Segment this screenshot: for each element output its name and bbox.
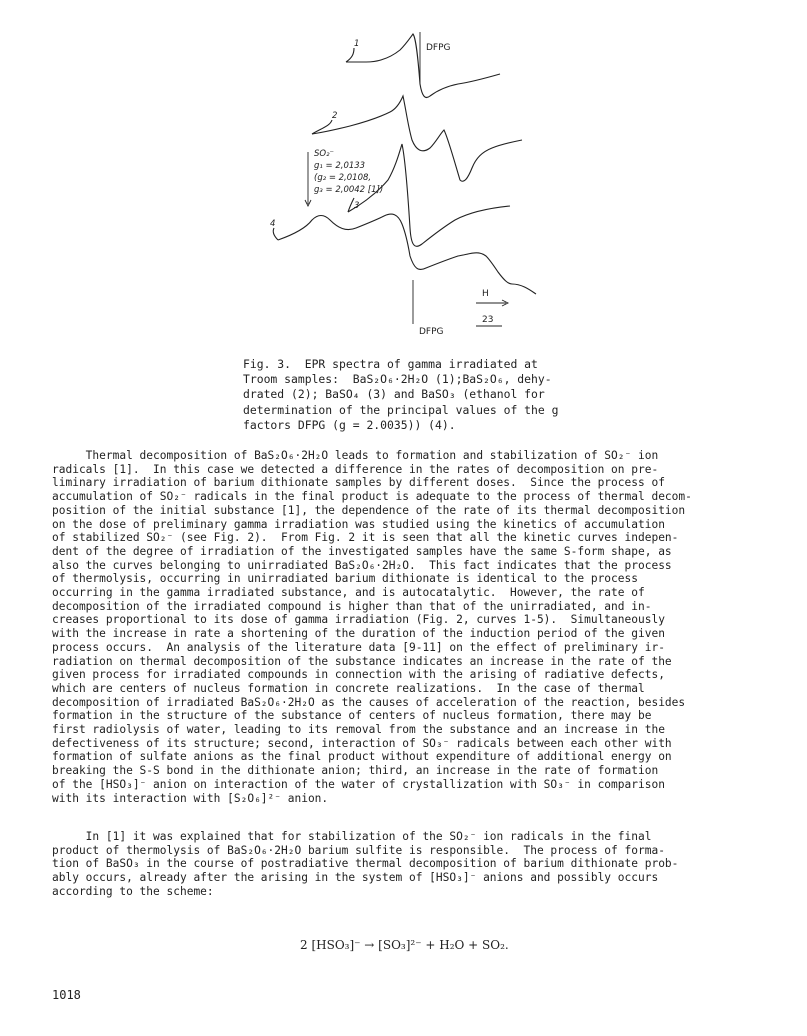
text-line: In [1] it was explained that for stabilization of the SO₂⁻ ion radicals in the final <box>52 830 652 843</box>
field-label: H <box>482 289 489 299</box>
text-line: product of thermolysis of BaS₂O₆·2H₂O barium sulfite is responsible. The process of forma- <box>52 843 665 857</box>
so2-radical-label: SO₂⁻ <box>314 149 334 159</box>
text-line: occurring in the gamma irradiated substance, and is autocatalytic. However, the rate of <box>52 586 645 600</box>
text-line: position of the initial substance [1], the dependence of the rate of its thermal decomposition <box>52 503 686 517</box>
text-line: dent of the degree of irradiation of the investigated samples have the same S-form shape, as <box>52 544 672 558</box>
g2-value: (g₂ = 2,0108, <box>314 173 372 183</box>
g3-value: g₃ = 2,0042 [1]) <box>314 185 384 195</box>
text-line: defectiveness of its structure; second, interaction of SO₃⁻ radicals between each other with <box>52 736 672 750</box>
dfpg-label-bottom: DFPG <box>419 327 444 337</box>
text-line: breaking the S-S bond in the dithionate anion; third, an increase in the rate of formation <box>52 764 659 778</box>
curve-label-4: 4 <box>270 219 276 229</box>
reaction-equation: 2 [HSO₃]⁻ → [SO₃]²⁻ + H₂O + SO₂. <box>300 938 509 952</box>
text-line: on the dose of preliminary gamma irradiation was studied using the kinetics of accumulation <box>52 517 665 531</box>
epr-spectra-figure <box>250 28 540 348</box>
text-line: also the curves belonging to unirradiated BaS₂O₆·2H₂O. This fact indicates that the process <box>52 558 672 572</box>
spectrum-curve-1 <box>346 34 500 98</box>
caption-line: determination of the principal values of the g <box>243 402 559 417</box>
text-line: according to the scheme: <box>52 884 214 898</box>
dfpg-label-top: DFPG <box>426 43 451 53</box>
figure-caption <box>243 357 573 433</box>
text-line: first radiolysis of water, leading to its removal from the substance and an increase in the <box>52 723 665 737</box>
page-number: 1018 <box>52 988 81 1002</box>
text-line: tion of BaSO₃ in the course of postradiative thermal decomposition of barium dithionate prob- <box>52 857 679 871</box>
text-line: given process for irradiated compounds in connection with the arising of radiative defects, <box>52 668 665 682</box>
scale-label: 23 <box>482 315 494 325</box>
body-paragraph-2 <box>52 830 762 899</box>
text-line: of thermolysis, occurring in unirradiated barium dithionate is identical to the process <box>52 572 638 586</box>
curve-label-1: 1 <box>354 39 360 49</box>
epr-spectra-svg <box>250 28 540 348</box>
text-line: with its interaction with [S₂O₆]²⁻ anion. <box>52 791 329 805</box>
curve-label-3: 3 <box>354 201 360 211</box>
caption-line: factors DFPG (g = 2.0035)) (4). <box>243 417 456 432</box>
caption-line: Fig. 3. EPR spectra of gamma irradiated at <box>243 357 538 371</box>
text-line: radicals [1]. In this case we detected a difference in the rates of decomposition on pre- <box>52 462 659 476</box>
g1-value: g₁ = 2,0133 <box>314 161 366 171</box>
text-line: with the increase in rate a shortening of the duration of the induction period of the given <box>52 627 665 641</box>
caption-line: Troom samples: BaS₂O₆·2H₂O (1);BaS₂O₆, dehy- <box>243 372 552 387</box>
text-line: creases proportional to its dose of gamma irradiation (Fig. 2, curves 1-5). Simultaneously <box>52 613 665 627</box>
text-line: accumulation of SO₂⁻ radicals in the final product is adequate to the process of thermal decom- <box>52 490 692 504</box>
caption-line: drated (2); BaSO₄ (3) and BaSO₃ (ethanol for <box>243 387 545 402</box>
text-line: decomposition of irradiated BaS₂O₆·2H₂O as the causes of acceleration of the reaction, besides <box>52 695 686 709</box>
curve-label-2: 2 <box>332 111 338 121</box>
text-line: decomposition of the irradiated compound is higher than that of the unirradiated, and in- <box>52 599 652 613</box>
text-line: process occurs. An analysis of the literature data [9-11] on the effect of preliminary ir- <box>52 640 665 654</box>
spectrum-curve-3 <box>348 144 510 246</box>
text-line: formation of sulfate anions as the final product without expenditure of additional energy on <box>52 750 672 764</box>
body-paragraph-1 <box>52 449 762 805</box>
spectrum-curve-4 <box>278 214 536 294</box>
text-line: formation in the structure of the substance of centers of nucleus formation, there may be <box>52 709 652 723</box>
text-line: liminary irradiation of barium dithionate samples by different doses. Since the process of <box>52 476 665 490</box>
text-line: ably occurs, already after the arising in the system of [HSO₃]⁻ anions and possibly occurs <box>52 871 659 885</box>
text-line: which are centers of nucleus formation in concrete realizations. In the case of thermal <box>52 681 645 695</box>
text-line: of stabilized SO₂⁻ (see Fig. 2). From Fig. 2 it is seen that all the kinetic curves indepen- <box>52 531 679 545</box>
text-line: of the [HSO₃]⁻ anion on interaction of the water of crystallization with SO₃⁻ in comparison <box>52 777 665 791</box>
text-line: radiation on thermal decomposition of the substance indicates an increase in the rate of the <box>52 654 672 668</box>
text-line: Thermal decomposition of BaS₂O₆·2H₂O leads to formation and stabilization of SO₂⁻ ion <box>52 449 659 462</box>
